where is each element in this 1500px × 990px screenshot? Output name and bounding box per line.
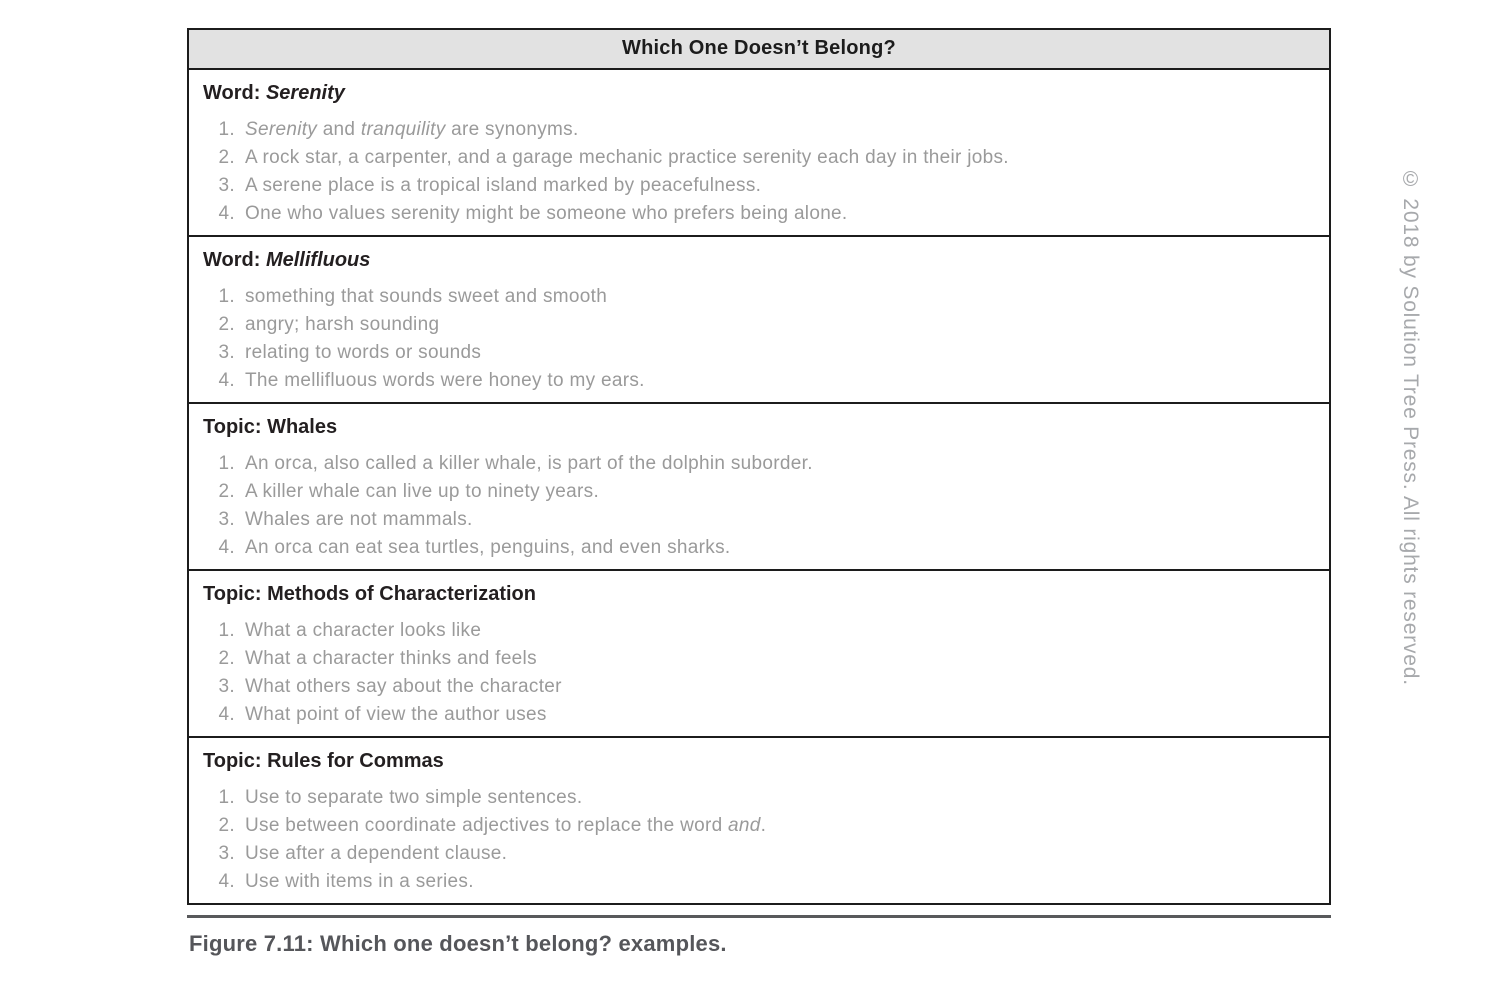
option-item (203, 617, 1315, 645)
text-segment: something that sounds sweet and smooth (245, 286, 608, 307)
text-segment: Use after a dependent clause. (245, 843, 508, 864)
text-segment: A killer whale can live up to ninety years. (245, 481, 600, 502)
wodb-section-3 (189, 571, 1329, 738)
section-options (203, 784, 1315, 896)
wodb-section-0 (189, 70, 1329, 237)
text-segment: A serene place is a tropical island marked by peacefulness. (245, 175, 762, 196)
text-segment: A rock star, a carpenter, and a garage mechanic practice serenity each day in their jobs. (245, 147, 1009, 168)
option-item (203, 868, 1315, 896)
text-segment: and (728, 815, 761, 836)
text-segment: Use with items in a series. (245, 871, 474, 892)
option-item (203, 450, 1315, 478)
section-options (203, 116, 1315, 228)
text-segment: Topic: Rules for Commas (203, 750, 444, 772)
option-item (203, 367, 1315, 395)
text-segment: tranquility (360, 119, 446, 140)
option-item (203, 478, 1315, 506)
option-item (203, 812, 1315, 840)
text-segment: What point of view the author uses (245, 704, 547, 725)
option-item (203, 840, 1315, 868)
text-segment: and (317, 119, 361, 140)
option-item (203, 144, 1315, 172)
text-segment: Word: (203, 82, 266, 104)
text-segment: Serenity (265, 82, 345, 104)
table-sections (189, 70, 1329, 903)
option-item (203, 311, 1315, 339)
wodb-section-4 (189, 738, 1329, 903)
text-segment: . (760, 815, 767, 836)
option-item (203, 200, 1315, 228)
text-segment: An orca, also called a killer whale, is part of the dolphin suborder. (245, 453, 813, 474)
wodb-table (187, 28, 1331, 905)
text-segment: Topic: Methods of Characterization (203, 583, 536, 605)
section-title (203, 248, 1315, 272)
text-segment: Use to separate two simple sentences. (245, 787, 583, 808)
figure-caption-text (189, 931, 727, 956)
text-segment: are synonyms. (445, 119, 579, 140)
option-item (203, 534, 1315, 562)
section-title (203, 81, 1315, 105)
option-item (203, 116, 1315, 144)
text-segment: Mellifluous (265, 249, 371, 271)
text-segment: What a character looks like (245, 620, 482, 641)
option-item (203, 701, 1315, 729)
option-item (203, 645, 1315, 673)
option-item (203, 283, 1315, 311)
option-item (203, 172, 1315, 200)
option-item (203, 673, 1315, 701)
table-header (189, 30, 1329, 70)
section-options (203, 617, 1315, 729)
text-segment: Which one doesn’t belong? examples. (319, 931, 727, 956)
text-segment: One who values serenity might be someone who prefers being alone. (245, 203, 848, 224)
wodb-section-1 (189, 237, 1329, 404)
section-options (203, 283, 1315, 395)
option-item (203, 784, 1315, 812)
caption-rule (187, 915, 1331, 918)
text-segment: Serenity (245, 119, 318, 140)
text-segment: Word: (203, 249, 266, 271)
text-segment: What others say about the character (245, 676, 562, 697)
section-title (203, 582, 1315, 606)
section-title (203, 415, 1315, 439)
figure-caption (189, 931, 727, 957)
table-title: Which One Doesn’t Belong? (622, 37, 896, 59)
option-item (203, 506, 1315, 534)
text-segment: Use between coordinate adjectives to replace the word (245, 815, 729, 836)
text-segment: The mellifluous words were honey to my ears. (245, 370, 645, 391)
option-item (203, 339, 1315, 367)
section-title (203, 749, 1315, 773)
text-segment: What a character thinks and feels (245, 648, 537, 669)
text-segment: Figure 7.11: (189, 931, 320, 956)
text-segment: Topic: Whales (203, 416, 338, 438)
section-options (203, 450, 1315, 562)
text-segment: relating to words or sounds (245, 342, 482, 363)
text-segment: An orca can eat sea turtles, penguins, and even sharks. (245, 537, 731, 558)
copyright-vertical-text: © 2018 by Solution Tree Press. All rights reserved. (1399, 168, 1422, 686)
text-segment: angry; harsh sounding (245, 314, 440, 335)
text-segment: Whales are not mammals. (245, 509, 473, 530)
wodb-section-2 (189, 404, 1329, 571)
